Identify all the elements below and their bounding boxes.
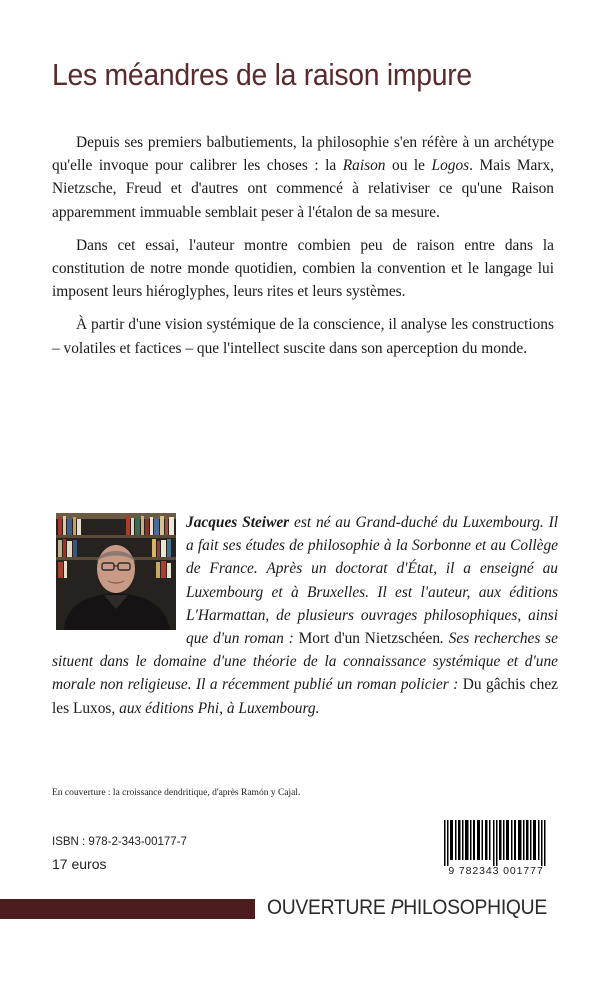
barcode-number: 9 782343 001777 — [448, 865, 544, 877]
novel-title-1: Mort d'un Nietzschéen — [298, 630, 441, 648]
series-band — [0, 899, 255, 919]
paragraph-1: Depuis ses premiers balbutiements, la philosophie s'en réfère à un archétype qu'elle invoque pour calibrer les choses : la Raison ou le Logos. Mais Marx, Nietzsche, Freud et d'autres ont commencé à relativiser ce qu'une Raison apparemment immuable semblait peser à l'étalon de sa mesure. — [52, 134, 554, 221]
cover-credit: En couverture : la croissance dendritique, d'après Ramón y Cajal. — [52, 788, 301, 798]
barcode — [444, 820, 548, 876]
paragraph-2: Dans cet essai, l'auteur montre combien peu de raison entre dans la constitution de notre monde quotidien, combien la convention et le langage lui imposent leurs hiéroglyphes, leurs rites et leurs systèmes. — [52, 236, 554, 301]
isbn: ISBN : 978-2-343-00177-7 — [52, 836, 187, 848]
author-name: Jacques Steiwer — [186, 514, 290, 531]
series-name: OUVERTURE PHILOSOPHIQUE — [267, 896, 547, 919]
back-cover-blurb — [52, 131, 554, 370]
novel-title-2: Du gâchis chez les Luxos — [52, 676, 558, 717]
price: 17 euros — [52, 856, 107, 872]
book-title: Les méandres de la raison impure — [52, 58, 472, 92]
author-bio: Jacques Steiwer est né au Grand-duché du Luxembourg. Il a fait ses études de philosophie à la Sorbonne et au Collège de France. Après un doctorat d'État, il a enseigné au Luxembourg et à Bruxelles. Il est l'auteur, aux éditions L'Harmattan, de plusieurs ouvrages philosophiques, ainsi que d'un roman : Mort d'un Nietzschéen. Ses recherches se situent dans le domaine d'une théorie de la connaissance systémique et d'une morale non religieuse. Il a récemment publié un roman policier : Du gâchis chez les Luxos, aux éditions Phi, à Luxembourg. — [52, 514, 558, 717]
paragraph-3: À partir d'une vision systémique de la conscience, il analyse les constructions – volatiles et factices – que l'intellect suscite dans son aperception du monde. — [52, 316, 554, 357]
